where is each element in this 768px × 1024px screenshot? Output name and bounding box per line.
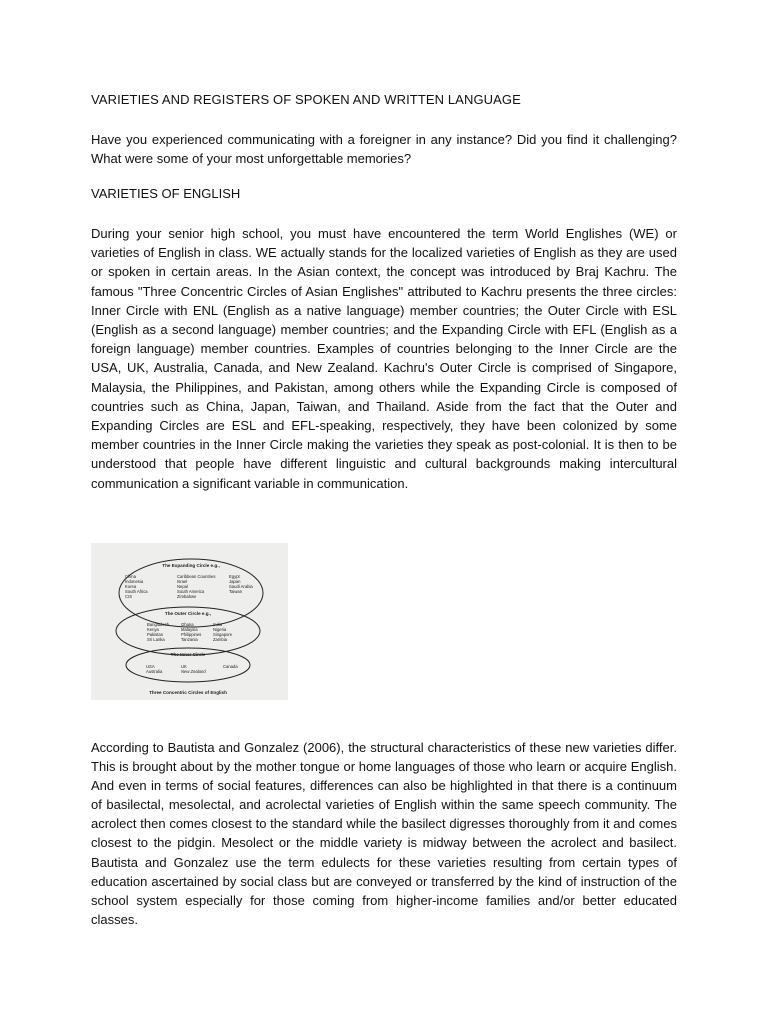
section-heading: VARIETIES OF ENGLISH [91, 186, 241, 201]
outer-country: Zambia [213, 637, 227, 642]
outer-country: Kenya [147, 627, 159, 632]
expanding-country: Korea [125, 584, 137, 589]
outer-country: Malaysia [181, 627, 198, 632]
expanding-country: Caribbean Countries [177, 574, 216, 579]
outer-country: Sri Lanka [147, 637, 165, 642]
outer-country: Pakistan [147, 632, 164, 637]
outer-country: Nigeria [213, 627, 227, 632]
inner-circle-title: The Inner Circle [170, 652, 206, 657]
outer-country: Ghana [181, 622, 194, 627]
document-title: VARIETIES AND REGISTERS OF SPOKEN AND WRITTEN LANGUAGE [91, 92, 521, 107]
body-paragraph-1: During your senior high school, you must have encountered the term World Englishes (WE) or varieties of English in class. WE actually stands for the localized varieties of English as they are used or spoken in certain areas. In the Asian context, the concept was introduced by Braj Kachru. The famous "Three Concentric Circles of Asian Englishes" attributed to Kachru presents the three circles: Inner Circle with ENL (English as a native language) member countries; the Outer Circle with ESL (English as a second language) member countries; and the Expanding Circle with EFL (English as a foreign language) member countries. Examples of countries belonging to the Inner Circle are the USA, UK, Australia, Canada, and New Zealand. Kachru's Outer Circle is comprised of Singapore, Malaysia, the Philippines, and Pakistan, among others while the Expanding Circle is composed of countries such as China, Japan, Taiwan, and Thailand. Aside from the fact that the Outer and Expanding Circles are ESL and EFL-speaking, respectively, they have been colonized by some member countries in the Inner Circle making the varieties they speak as post-colonial. It is then to be understood that people have different linguistic and cultural backgrounds making intercultural communication a significant variable in communication. [91, 226, 677, 491]
outer-country: Bangladesh [147, 622, 170, 627]
figure-caption: Three Concentric Circles of English [149, 690, 227, 695]
outer-country: Philippines [181, 632, 202, 637]
expanding-circle-title: The Expanding Circle e.g., [162, 563, 220, 568]
concentric-circles-figure [91, 543, 288, 700]
expanding-country: CIS [125, 594, 132, 599]
expanding-country: Japan [229, 579, 241, 584]
outer-circle-title: The Outer Circle e.g., [164, 611, 212, 616]
expanding-country: Indonesia [125, 579, 144, 584]
expanding-country: Nepal [177, 584, 188, 589]
expanding-country: Israel [177, 579, 188, 584]
outer-country: India [213, 622, 223, 627]
expanding-country: Taiwan [229, 589, 243, 594]
body-paragraph-2: According to Bautista and Gonzalez (2006), the structural characteristics of these new varieties differ. This is brought about by the mother tongue or home languages of those who learn or acquire English. And even in terms of social features, differences can also be highlighted in that there is a continuum of basilectal, mesolectal, and acrolectal varieties of English within the same speech community. The acrolect then comes closest to the standard while the basilect digresses thoroughly from it and comes closest to the pidgin. Mesolect or the middle variety is midway between the acrolect and basilect. Bautista and Gonzalez use the term edulects for these varieties resulting from certain types of education ascertained by social class but are conveyed or transferred by the kind of instruction of the school system especially for those coming from higher-income families and/or better educated classes. [91, 740, 677, 927]
expanding-country: Egypt [229, 574, 240, 579]
inner-country: Australia [146, 669, 163, 674]
expanding-country: Saudi Arabia [229, 584, 253, 589]
outer-country: Tanzania [181, 637, 198, 642]
expanding-country: China [125, 574, 136, 579]
expanding-country: Zimbabwe [177, 594, 197, 599]
expanding-country: South Africa [125, 589, 148, 594]
inner-country: UK [181, 664, 187, 669]
inner-country: USA [146, 664, 155, 669]
inner-country: New Zealand [181, 669, 206, 674]
inner-country: Canada [223, 664, 238, 669]
outer-country: Singapore [213, 632, 233, 637]
expanding-country: South America [177, 589, 205, 594]
intro-paragraph: Have you experienced communicating with a foreigner in any instance? Did you find it challenging? What were some of your most unforgettable memories? [91, 132, 677, 166]
